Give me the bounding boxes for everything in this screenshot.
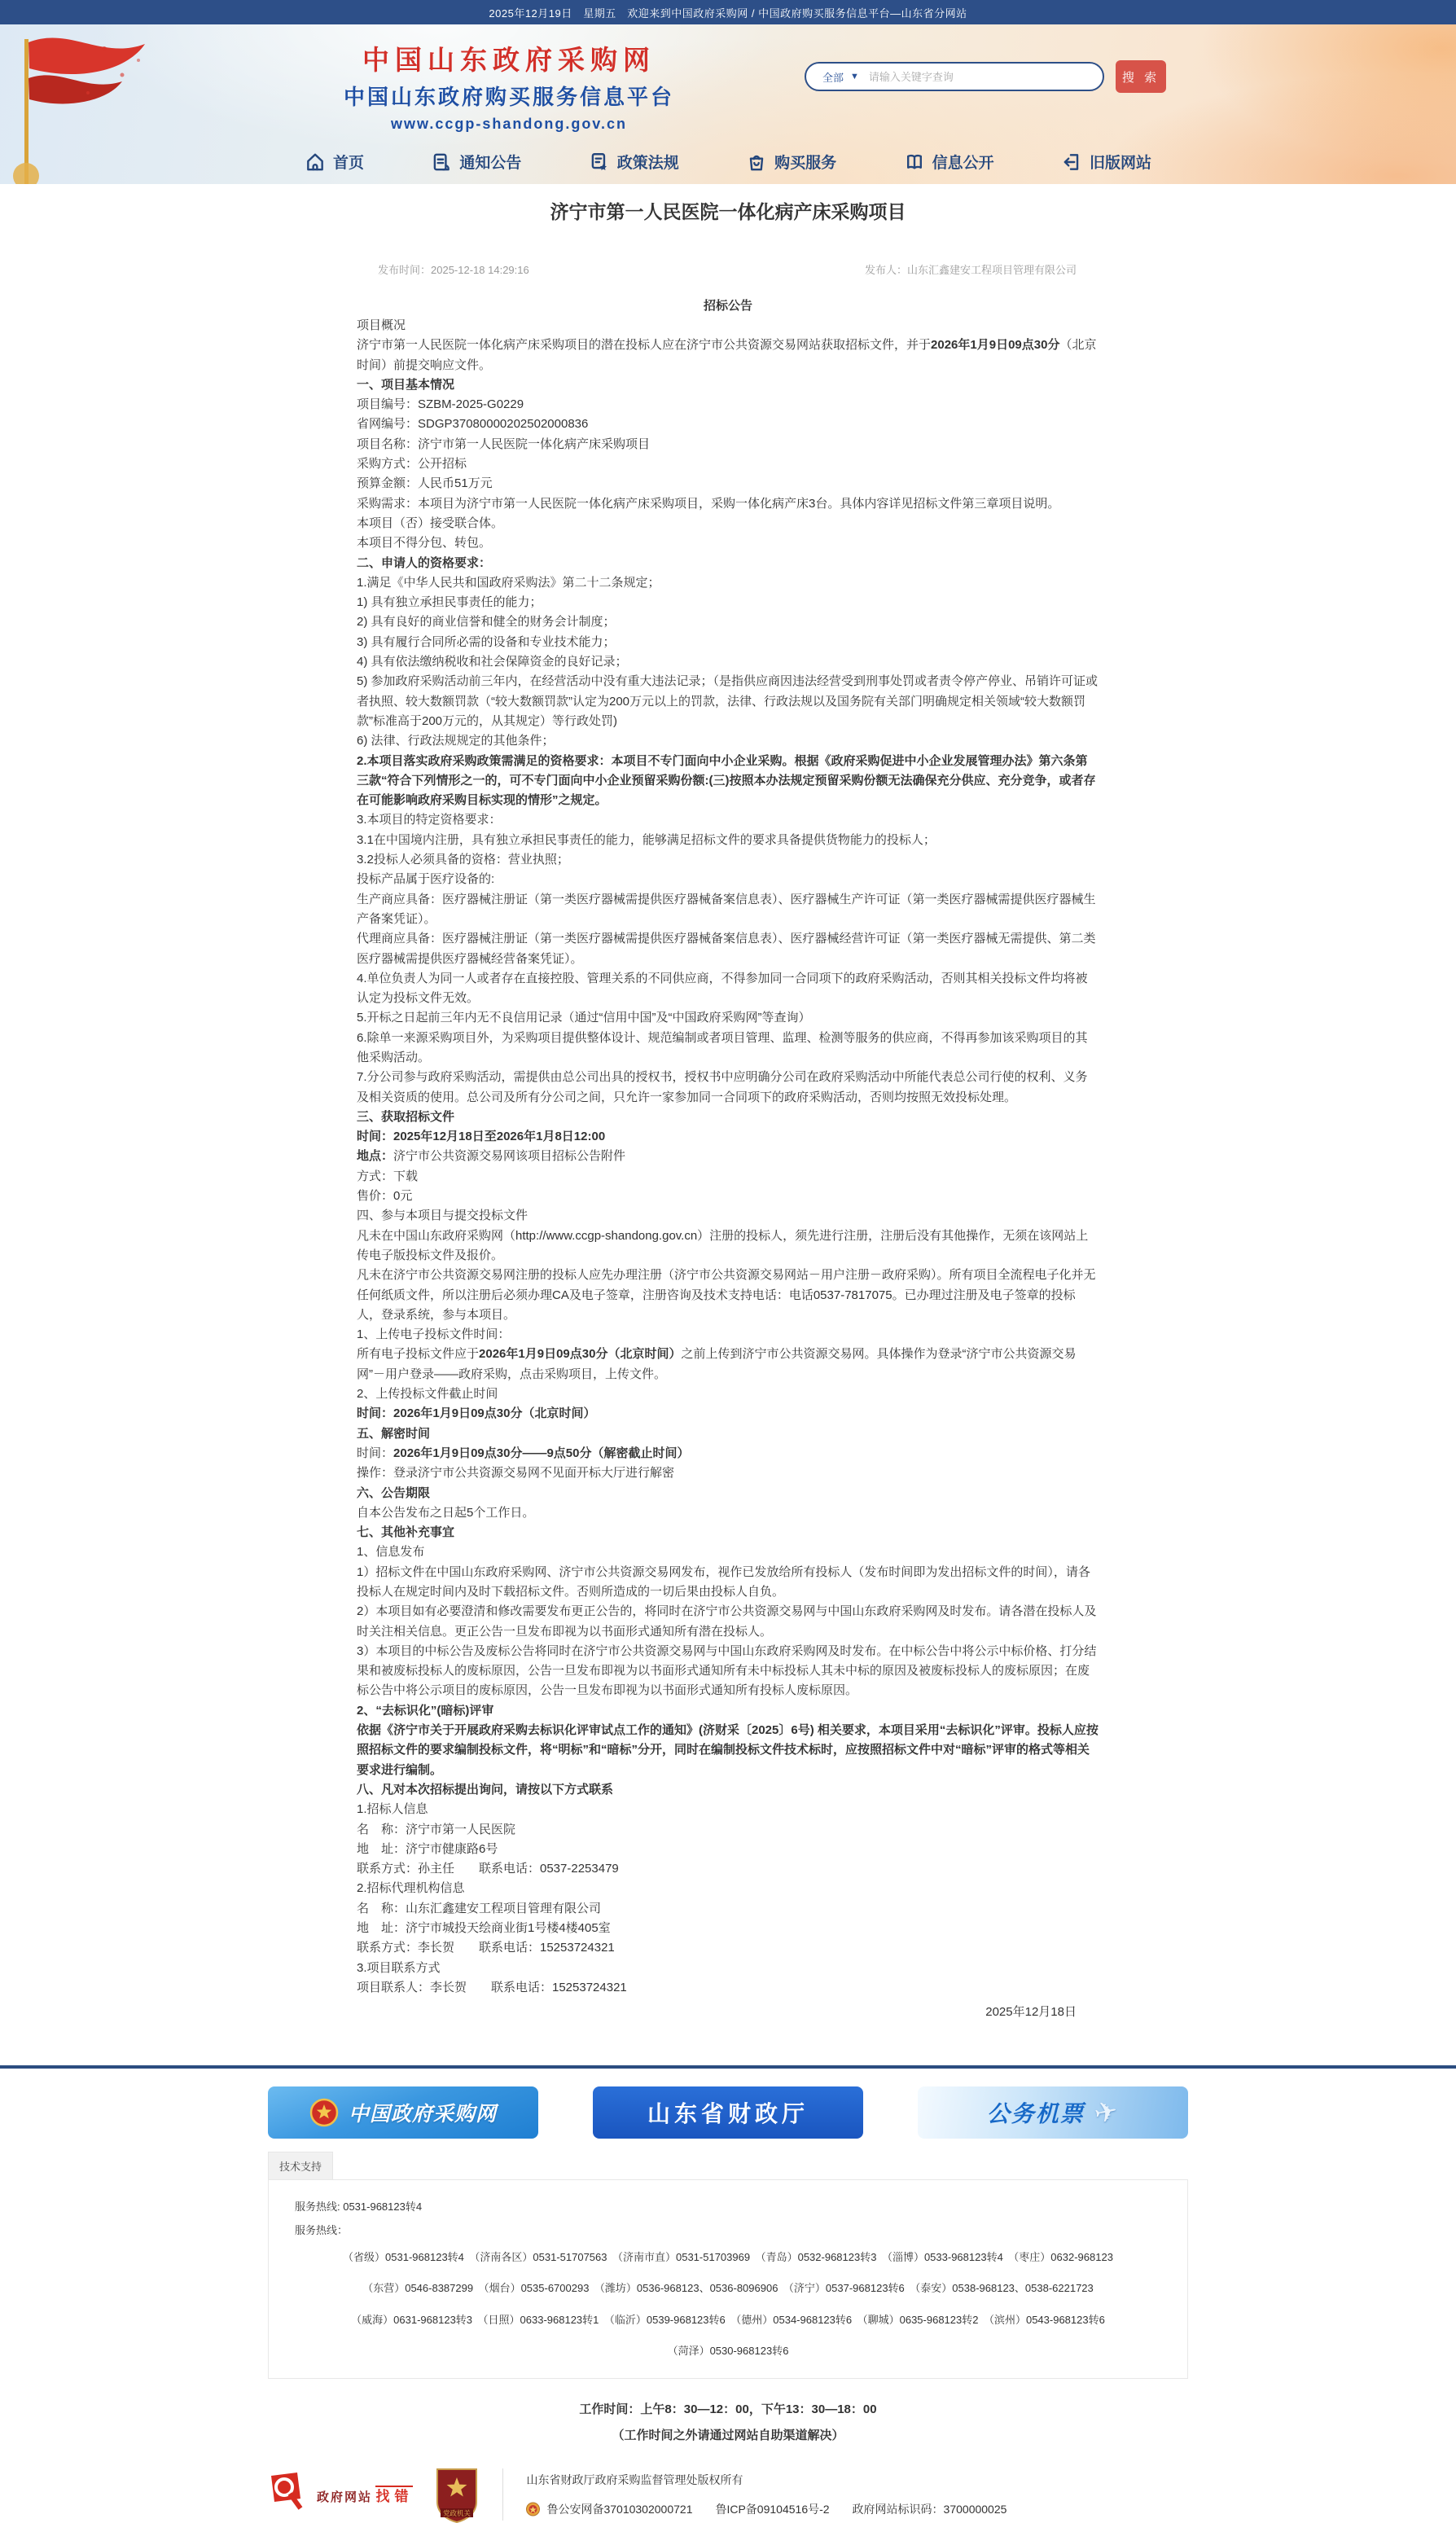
nav-item-label: 购买服务: [774, 155, 837, 172]
article-paragraph: 3.项目联系方式: [357, 1960, 441, 1975]
footer-bottom: [268, 2466, 1188, 2523]
article-paragraph: 四、参与本项目与提交投标文件: [357, 1209, 528, 1223]
article-paragraph: 地点：济宁市公共资源交易网该项目招标公告附件: [357, 1149, 626, 1164]
article-paragraph: 2、“去标识化”(暗标)评审: [357, 1703, 494, 1718]
nav-item-label: 政策法规: [616, 155, 679, 172]
search-category-value: 全部: [822, 71, 844, 84]
magnifier-icon: [268, 2471, 310, 2518]
article-paragraph: 二、申请人的资格要求：: [357, 555, 492, 570]
search-input[interactable]: [869, 71, 1091, 83]
airplane-icon: ✈: [1091, 2094, 1122, 2130]
site-url: www.ccgp-shandong.gov.cn: [390, 116, 627, 132]
hotline-line: （省级）0531-968123转4 （济南各区）0531-51707563 （济南市直）0531-51703969 （青岛）0532-968123转3 （淄博）0533-968123转4 （枣庄）0632-968123: [343, 2251, 1113, 2264]
beian-line: [526, 2501, 1006, 2517]
article-paragraph: 售价：0元: [357, 1189, 413, 1204]
red-flag-decoration: [0, 24, 228, 184]
article-paragraph: 所有电子投标文件应于2026年1月9日09点30分（北京时间）之前上传到济宁市公共资源交易网。具体操作为登录“济宁市公共资源交易网”－用户登录——政府采购，点击采购项目，上传文件。: [357, 1347, 1077, 1381]
banner-ccgp-label: 中国政府采购网: [348, 2102, 497, 2126]
topbar-welcome-text: 2025年12月19日 星期五 欢迎来到中国政府采购网 / 中国政府购买服务信息平台—山东省分网站: [489, 7, 967, 20]
old-site-icon: [1061, 151, 1082, 173]
support-section: [268, 2152, 1188, 2380]
article-paragraph: 联系方式：孙主任 联系电话：0537-2253479: [357, 1862, 619, 1876]
hotline-label: 服务热线：: [295, 2223, 349, 2236]
info-icon: [904, 151, 925, 173]
nav-item-label: 信息公开: [932, 155, 994, 172]
topbar: [0, 0, 1456, 24]
banner-czt-label: 山东省财政厅: [647, 2100, 809, 2126]
article-paragraph: 5) 参加政府采购活动前三年内，在经营活动中没有重大违法记录；（是指供应商因违法经营受到刑事处罚或者责令停产停业、吊销许可证或者执照、较大数额罚款（“较大数额罚款”认定为200万元以上的罚款，法律、行政法规以及国务院有关部门明确规定相关领域“较大数额罚款”标准高于200万元的，从其规定）等行政处罚): [357, 674, 1099, 728]
search-area: [805, 60, 1166, 93]
nav-item-0[interactable]: [305, 151, 364, 173]
article-paragraph: 名 称：济宁市第一人民医院: [357, 1822, 516, 1836]
article-paragraph: 3）本项目的中标公告及废标公告将同时在济宁市公共资源交易网与中国山东政府采购网及时发布。在中标公告中将公示中标价格、打分结果和被废标投标人的废标原因，公告一旦发布即视为以书面形式通知所有未中标投标人其未中标的原因及被废标投标人的废标原因；在废标公告中将公示项目的废标原因，公告一旦发布即视为以书面形式通知所有投标人废标原因。: [357, 1643, 1097, 1698]
nav-item-label: 旧版网站: [1089, 155, 1151, 172]
article-paragraph: 凡未在济宁市公共资源交易网注册的投标人应先办理注册（济宁市公共资源交易网站－用户注册－政府采购）。所有项目全流程电子化并无任何纸质文件，所以注册后必须办理CA及电子签章，注册咨询及技术支持电话：电话0537-7817075。已办理过注册及电子签章的投标人，登录系统，参与本项目。: [357, 1268, 1096, 1322]
legal-info: [526, 2472, 1006, 2517]
article-paragraph: 预算金额：人民币51万元: [357, 476, 493, 491]
article-paragraph: 3) 具有履行合同所必需的设备和专业技术能力；: [357, 634, 616, 649]
national-emblem-icon: [309, 2098, 339, 2127]
article-paragraph: 2、上传投标文件截止时间: [357, 1387, 498, 1402]
article-paragraph: 6.除单一来源采购项目外，为采购项目提供整体设计、规范编制或者项目管理、监理、检测等服务的供应商，不得再参加该采购项目的其他采购活动。: [357, 1030, 1088, 1064]
article-paragraph: 2.本项目落实政府采购政策需满足的资格要求：本项目不专门面向中小企业采购。根据《政府采购促进中小企业发展管理办法》第六条第三款“符合下列情形之一的，可不专门面向中小企业预留采购份额:(三)按照本办法规定预留采购份额无法确保充分供应、充分竞争，或者存在可能影响政府采购目标实现的情形”之规定。: [357, 753, 1096, 808]
article-paragraph: 1.满足《中华人民共和国政府采购法》第二十二条规定；: [357, 575, 660, 590]
search-button[interactable]: 搜 索: [1116, 60, 1166, 93]
article-meta: [357, 261, 1099, 277]
article-paragraph: 采购需求：本项目为济宁市第一人民医院一体化病产床采购项目，采购一体化病产床3台。具体内容详见招标文件第三章项目说明。: [357, 496, 1060, 511]
svg-text:党政机关: 党政机关: [443, 2509, 471, 2518]
nav-item-4[interactable]: [904, 151, 994, 173]
police-badge-icon: [526, 2502, 540, 2517]
article-paragraph: 3.本项目的特定资格要求：: [357, 813, 502, 827]
hotline-line: （威海）0631-968123转3 （日照）0633-968123转1 （临沂）0539-968123转6 （德州）0534-968123转6 （聊城）0635-968123转2 （滨州）0543-968123转6: [351, 2313, 1105, 2326]
search-category-select[interactable]: [818, 69, 859, 85]
banner-ccgp[interactable]: [268, 2086, 538, 2139]
copyright-text: 山东省财政厅政府采购监督管理处版权所有: [526, 2473, 743, 2487]
footer-divider: [0, 2065, 1456, 2069]
article-paragraph: 济宁市第一人民医院一体化病产床采购项目的潜在投标人应在济宁市公共资源交易网站获取招标文件，并于2026年1月9日09点30分（北京时间）前提交响应文件。: [357, 338, 1097, 372]
hotline-line: （东营）0546-8387299 （烟台）0535-6700293 （潍坊）0536-968123、0536-8096906 （济宁）0537-968123转6 （泰安）0538-968123、0538-6221723: [362, 2282, 1094, 2295]
article-paragraph: 省网编号：SDGP37080000202502000836: [357, 417, 589, 432]
article-paragraph: 3.1在中国境内注册，具有独立承担民事责任的能力，能够满足招标文件的要求具备提供货物能力的投标人；: [357, 832, 936, 847]
article-paragraph: 操作：登录济宁市公共资源交易网不见面开标大厅进行解密: [357, 1466, 675, 1481]
article-paragraph: 2) 具有良好的商业信誉和健全的财务会计制度；: [357, 615, 616, 630]
article-paragraph: 7.分公司参与政府采购活动，需提供由总公司出具的授权书，授权书中应明确分公司在政府采购活动中所能代表总公司行使的权利、义务及相关资质的使用。总公司及所有分公司之间，只允许一家参加同一合同项下的政府采购活动，否则均按照无效投标处理。: [357, 1070, 1088, 1104]
search-box: [805, 62, 1104, 91]
article-paragraph: 1）招标文件在中国山东政府采购网、济宁市公共资源交易网发布，视作已发放给所有投标人（发布时间即为发出招标文件的时间），请各投标人在规定时间内及时下载招标文件。否则所造成的一切后果由投标人自负。: [357, 1564, 1090, 1599]
hotline-primary: 服务热线: 0531-968123转4: [295, 2200, 423, 2213]
hotline-line: （菏泽）0530-968123转6: [667, 2345, 789, 2358]
article-body: [357, 316, 1099, 2023]
banner-czt[interactable]: [593, 2086, 863, 2139]
article-paragraph: 三、获取招标文件: [357, 1109, 455, 1124]
publish-time: 发布时间：2025-12-18 14:29:16: [378, 264, 529, 276]
article-paragraph: 项目概况: [357, 318, 406, 332]
nav-item-label: 通知公告: [459, 155, 522, 172]
article-paragraph: 方式：下载: [357, 1169, 419, 1183]
article-paragraph: 4.单位负责人为同一人或者存在直接控股、管理关系的不同供应商，不得参加同一合同项下的政府采购活动，否则其相关投标文件均将被认定为投标文件无效。: [357, 971, 1088, 1006]
article-paragraph: 项目名称：济宁市第一人民医院一体化病产床采购项目: [357, 437, 651, 451]
hotline-box: [268, 2179, 1188, 2380]
article-paragraph: 1、上传电子投标文件时间：: [357, 1327, 511, 1342]
publisher: 发布人：山东汇鑫建安工程项目管理有限公司: [864, 264, 1077, 276]
article-paragraph: 时间：2025年12月18日至2026年1月8日12:00: [357, 1130, 606, 1144]
hotline-lines: [269, 2242, 1187, 2367]
nav-item-label: 首页: [333, 155, 365, 172]
work-time: [0, 2397, 1456, 2448]
site-header: [0, 24, 1456, 184]
article-paragraph: 采购方式：公开招标: [357, 457, 467, 472]
chevron-down-icon: ▼: [850, 72, 859, 81]
article-paragraph: 名 称：山东汇鑫建安工程项目管理有限公司: [357, 1901, 602, 1915]
article-paragraph: 3.2投标人必须具备的资格：营业执照；: [357, 853, 569, 867]
article-paragraph: 依据《济宁市关于开展政府采购去标识化评审试点工作的通知》(济财采〔2025〕6号) 相关要求，本项目采用“去标识化”评审。投标人应按照招标文件的要求编制投标文件，将“明标”和“暗标”分开，同时在编制投标文件技术标时，应按照招标文件中对“暗标”评审的格式等相关要求进行编制。: [357, 1723, 1099, 1777]
beian-text: 鲁公安网备37010302000721 鲁ICP备09104516号-2 政府网站标识码：3700000025: [546, 2503, 1007, 2516]
policy-icon: [589, 151, 610, 173]
party-gov-badge-icon[interactable]: [434, 2466, 480, 2523]
article-paragraph: 时间：2026年1月9日09点30分——9点50分（解密截止时间）: [357, 1446, 690, 1460]
article-paragraph: 项目联系人：李长贺 联系电话：15253724321: [357, 1980, 627, 1994]
article-paragraph: 八、凡对本次招标提出询问，请按以下方式联系: [357, 1782, 614, 1797]
nav-item-2[interactable]: [589, 151, 679, 173]
nav-item-1[interactable]: [431, 151, 521, 173]
site-logo[interactable]: [277, 39, 741, 133]
article-paragraph: 凡未在中国山东政府采购网（http://www.ccgp-shandong.gov.cn）注册的投标人，须先进行注册，注册后没有其他操作，无须在该网站上传电子版投标文件及报价。: [357, 1228, 1089, 1262]
main-nav: [305, 151, 1151, 173]
article-paragraph: 2）本项目如有必要澄清和修改需要发布更正公告的，将同时在济宁市公共资源交易网与中国山东政府采购网及时发布。请各潜在投标人及时关注相关信息。更正公告一旦发布即视为以书面形式通知所有潜在投标人。: [357, 1604, 1097, 1639]
article-paragraph: 地 址：济宁市城投天绘商业街1号楼4楼405室: [357, 1921, 611, 1936]
notice-icon: [431, 151, 452, 173]
vertical-divider: [502, 2468, 503, 2521]
site-subtitle: 中国山东政府购买服务信息平台: [343, 85, 674, 109]
article-paragraph: 联系方式：李长贺 联系电话：15253724321: [357, 1941, 615, 1955]
service-icon: [746, 151, 767, 173]
article-paragraph: 6) 法律、行政法规规定的其他条件；: [357, 734, 555, 748]
announcement-type: 招标公告: [703, 299, 752, 313]
article-paragraph: 六、公告期限: [357, 1485, 431, 1500]
article-paragraph: 1.招标人信息: [357, 1802, 428, 1817]
article-paragraph: 一、项目基本情况: [357, 377, 455, 392]
work-time-note: （工作时间之外请通过网站自助渠道解决）: [612, 2428, 844, 2442]
page-title: 济宁市第一人民医院一体化病产床采购项目: [550, 201, 906, 222]
article-paragraph: 4) 具有依法缴纳税收和社会保障资金的良好记录；: [357, 655, 628, 669]
home-icon: [305, 151, 326, 173]
article-paragraph: 七、其他补充事宜: [357, 1525, 455, 1540]
article-paragraph: 代理商应具备：医疗器械注册证（第一类医疗器械需提供医疗器械备案信息表）、医疗器械经营许可证（第一类医疗器械无需提供、第二类医疗器械需提供医疗器械经营备案凭证）。: [357, 932, 1096, 966]
article-paragraph: 投标产品属于医疗设备的:: [357, 872, 495, 887]
article-paragraph: 1、信息发布: [357, 1545, 425, 1560]
find-error-text: 政府网站 找错: [317, 2485, 413, 2505]
article-paragraph: 五、解密时间: [357, 1426, 431, 1441]
article-paragraph: 项目编号：SZBM-2025-G0229: [357, 397, 524, 412]
article-paragraph: 时间：2026年1月9日09点30分（北京时间）: [357, 1406, 596, 1421]
article-paragraph: 生产商应具备：医疗器械注册证（第一类医疗器械需提供医疗器械备案信息表）、医疗器械生产许可证（第一类医疗器械需提供医疗器械生产备案凭证）。: [357, 892, 1096, 926]
nav-item-5[interactable]: [1061, 151, 1151, 173]
article-paragraph: 2.招标代理机构信息: [357, 1881, 465, 1896]
article-paragraph: 5.开标之日起前三年内无不良信用记录（通过“信用中国”及“中国政府采购网”等查询）: [357, 1011, 811, 1025]
article-paragraph: 本项目不得分包、转包。: [357, 536, 492, 551]
article-paragraph: 本项目（否）接受联合体。: [357, 516, 504, 530]
article-paragraph: 1) 具有独立承担民事责任的能力；: [357, 595, 542, 610]
tab-tech-support[interactable]: 技术支持: [268, 2152, 333, 2179]
nav-item-3[interactable]: [746, 151, 836, 173]
footer-banners: [268, 2086, 1188, 2139]
article-paragraph: 地 址：济宁市健康路6号: [357, 1841, 498, 1856]
work-time-text: 工作时间：上午8：30—12：00，下午13：30—18：00: [579, 2402, 877, 2417]
article-paragraph: 自本公告发布之日起5个工作日。: [357, 1505, 535, 1520]
banner-gwjp-label: 公务机票: [986, 2100, 1085, 2126]
banner-gwjp[interactable]: [918, 2086, 1188, 2139]
gov-site-find-error-logo[interactable]: [268, 2471, 413, 2518]
article: [357, 184, 1099, 2023]
article-paragraph: 2025年12月18日: [985, 2005, 1077, 2020]
site-name: 中国山东政府采购网: [362, 45, 656, 75]
